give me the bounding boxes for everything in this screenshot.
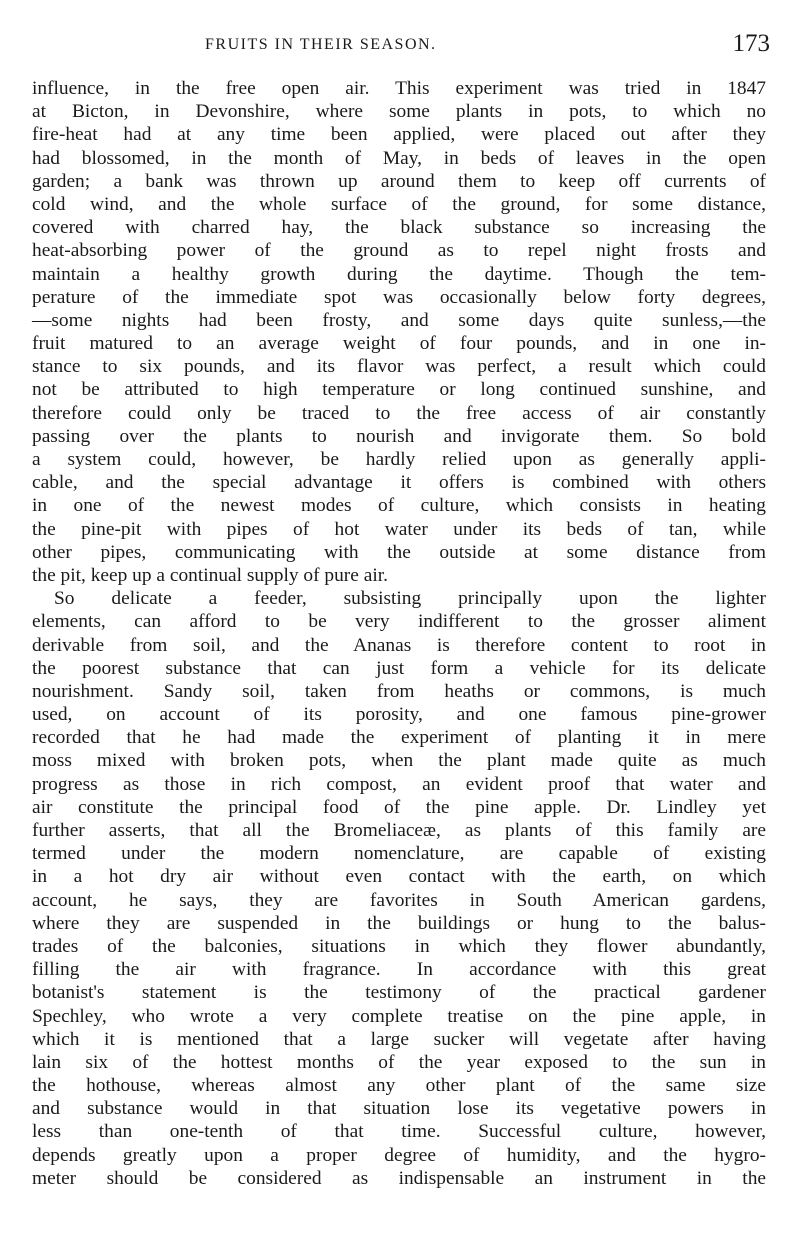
paragraph-last-line: the pit, keep up a continual supply of pure air. — [32, 564, 388, 586]
text-line: air constitute the principal food of the pine apple. Dr. Lindley yet — [32, 796, 766, 818]
text-line: heat-absorbing power of the ground as to repel night frosts and — [32, 240, 766, 262]
text-line: which it is mentioned that a large sucker will vegetate after having — [32, 1028, 766, 1050]
text-line: covered with charred hay, the black substance so increasing the — [32, 217, 766, 239]
text-line: used, on account of its porosity, and one famous pine-grower — [32, 704, 766, 726]
text-line: cold wind, and the whole surface of the ground, for some distance, — [32, 193, 766, 215]
text-line: derivable from soil, and the Ananas is therefore content to root in — [32, 634, 766, 656]
text-line: depends greatly upon a proper degree of humidity, and the hygro- — [32, 1144, 766, 1166]
text-line: and substance would in that situation lose its vegetative powers in — [32, 1098, 766, 1120]
text-line: influence, in the free open air. This experiment was tried in 1847 — [32, 78, 766, 99]
text-line: at Bicton, in Devonshire, where some plants in pots, to which no — [32, 101, 766, 123]
text-line: therefore could only be traced to the free access of air constantly — [32, 402, 766, 424]
text-line: passing over the plants to nourish and invigorate them. So bold — [32, 425, 766, 447]
paragraph-first-line: So delicate a feeder, subsisting principally upon the lighter — [54, 588, 766, 610]
text-line: stance to six pounds, and its flavor was perfect, a result which could — [32, 356, 766, 378]
running-title: FRUITS IN THEIR SEASON. — [205, 36, 437, 53]
text-line: where they are suspended in the buildings or hung to the balus- — [32, 912, 766, 934]
text-line: fruit matured to an average weight of four pounds, and in one in- — [32, 333, 766, 355]
text-line: in a hot dry air without even contact with the earth, on which — [32, 866, 766, 888]
text-line: other pipes, communicating with the outside at some distance from — [32, 541, 766, 563]
text-line: trades of the balconies, situations in which they flower abundantly, — [32, 935, 766, 957]
text-line: the poorest substance that can just form a vehicle for its delicate — [32, 657, 766, 679]
text-line: less than one-tenth of that time. Successful culture, however, — [32, 1121, 766, 1143]
text-line: meter should be considered as indispensable an instrument in the — [32, 1167, 766, 1189]
text-line: maintain a healthy growth during the daytime. Though the tem- — [32, 263, 766, 285]
text-line: nourishment. Sandy soil, taken from heaths or commons, is much — [32, 680, 766, 702]
text-line: —some nights had been frosty, and some days quite sunless,—the — [32, 309, 766, 331]
text-line: further asserts, that all the Bromeliaceæ, as plants of this family are — [32, 820, 766, 841]
text-line: had blossomed, in the month of May, in beds of leaves in the open — [32, 147, 766, 169]
text-line: perature of the immediate spot was occasionally below forty degrees, — [32, 286, 766, 308]
page-number: 173 — [732, 30, 770, 57]
text-line: fire-heat had at any time been applied, were placed out after they — [32, 124, 766, 146]
text-line: Spechley, who wrote a very complete treatise on the pine apple, in — [32, 1005, 766, 1027]
text-line: account, he says, they are favorites in South American gardens, — [32, 889, 766, 911]
text-line: not be attributed to high temperature or long continued sunshine, and — [32, 379, 766, 401]
text-line: termed under the modern nomenclature, are capable of existing — [32, 843, 766, 865]
body-text — [32, 77, 766, 1190]
text-line: elements, can afford to be very indifferent to the grosser aliment — [32, 611, 766, 633]
text-line: in one of the newest modes of culture, which consists in heating — [32, 495, 766, 517]
text-line: garden; a bank was thrown up around them to keep off currents of — [32, 170, 766, 192]
text-line: lain six of the hottest months of the year exposed to the sun in — [32, 1051, 766, 1073]
text-line: moss mixed with broken pots, when the plant made quite as much — [32, 750, 766, 772]
text-line: the pine-pit with pipes of hot water under its beds of tan, while — [32, 518, 766, 540]
running-head — [30, 30, 770, 64]
text-line: filling the air with fragrance. In accordance with this great — [32, 959, 766, 981]
text-line: cable, and the special advantage it offers is combined with others — [32, 472, 766, 494]
text-line: botanist's statement is the testimony of the practical gardener — [32, 982, 766, 1004]
text-line: recorded that he had made the experiment of planting it in mere — [32, 727, 766, 749]
text-line: progress as those in rich compost, an evident proof that water and — [32, 773, 766, 795]
text-line: the hothouse, whereas almost any other plant of the same size — [32, 1075, 766, 1097]
text-line: a system could, however, be hardly relied upon as generally appli- — [32, 449, 766, 470]
